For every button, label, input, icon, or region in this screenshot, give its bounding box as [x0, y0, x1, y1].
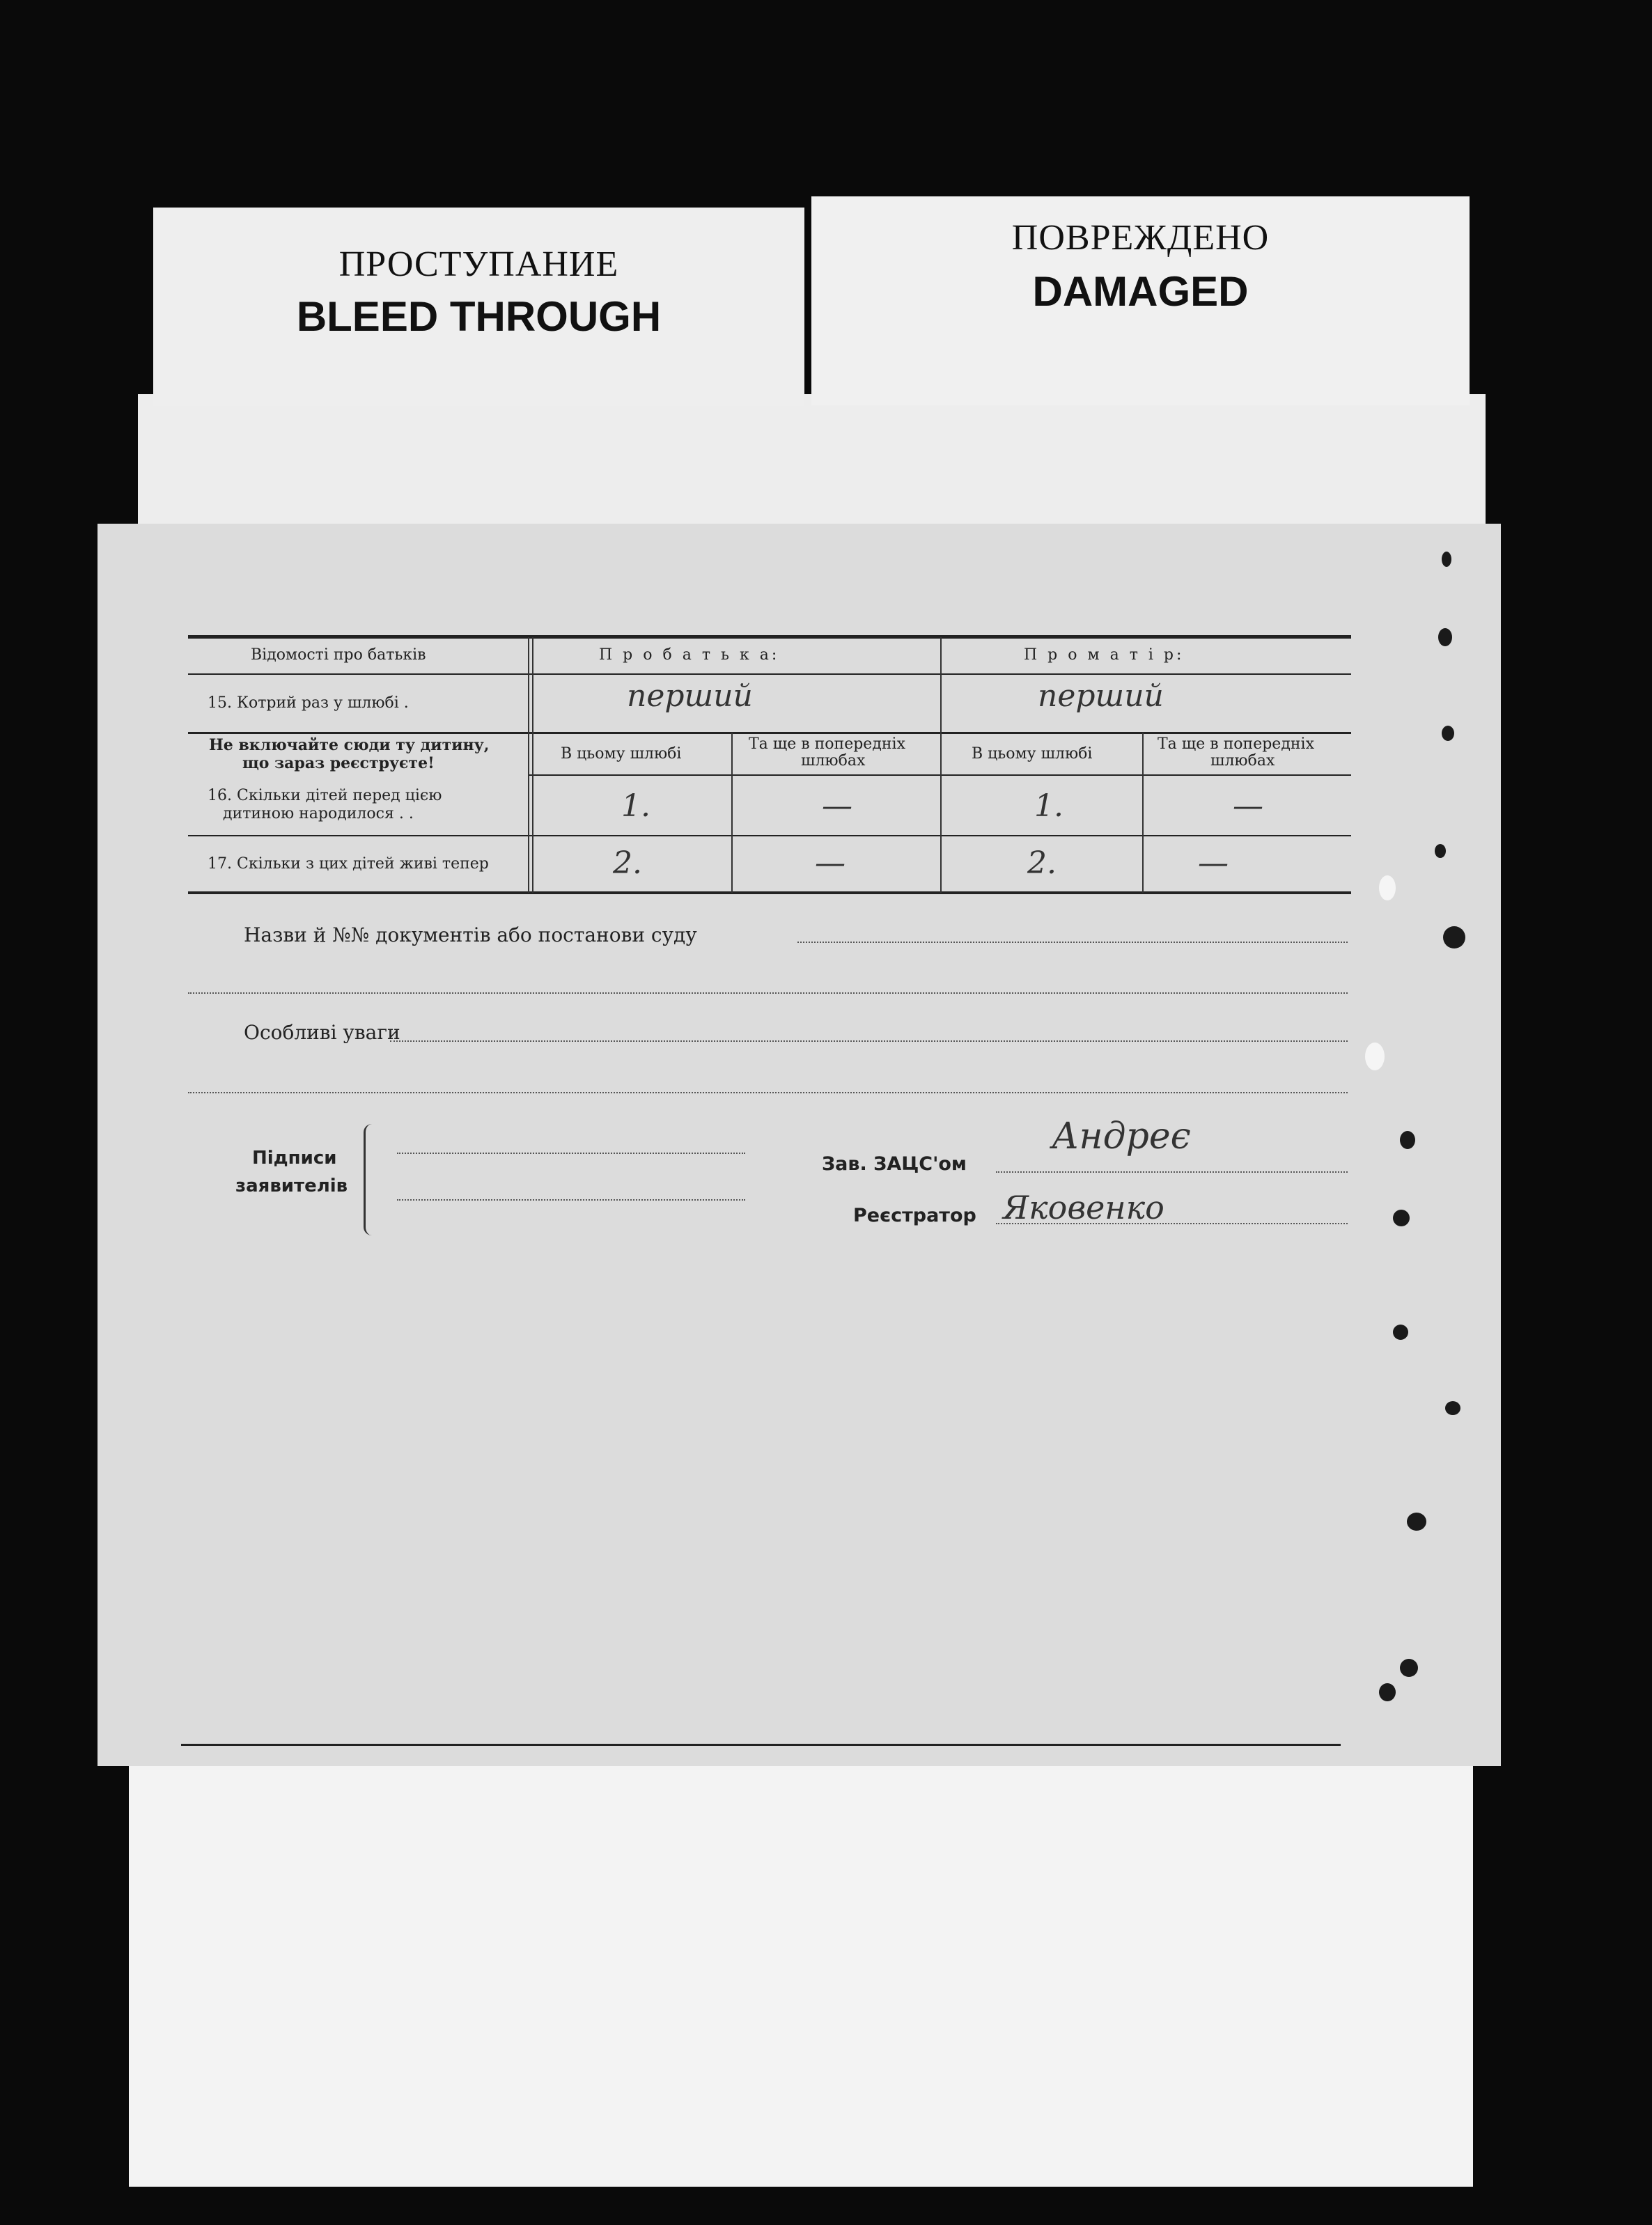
row17-label: 17. Скільки з цих дітей живі тепер — [208, 855, 489, 873]
damaged-card — [811, 196, 1470, 405]
subheader-father-prev-line2: шлюбах — [801, 752, 866, 770]
row15-mother-value: перший — [1038, 678, 1164, 714]
notes-line-1 — [390, 1040, 1348, 1042]
signatures-label-line1: Підписи — [252, 1148, 337, 1169]
binding-hole — [1442, 726, 1454, 741]
row16-label-line2: дитиною народилося . . — [223, 805, 414, 822]
subheader-mother-this-marriage: В цьому шлюбі — [972, 745, 1093, 763]
table-col-divider-3 — [940, 637, 942, 893]
header-parents-info: Відомості про батьків — [251, 646, 426, 664]
binding-hole — [1445, 1401, 1460, 1415]
damaged-label-ru: ПОВРЕЖДЕНО — [1011, 218, 1270, 258]
damaged-label-en: DAMAGED — [1032, 268, 1249, 315]
row17-father-this-value: 2. — [613, 845, 642, 881]
registrar-signature: Яковенко — [1003, 1189, 1164, 1226]
row16-label-line1: 16. Скільки дітей перед цією — [208, 787, 442, 804]
table-bottom-rule — [188, 891, 1351, 894]
table-row16-rule — [188, 835, 1351, 836]
binding-hole — [1379, 1683, 1396, 1701]
table-col-divider-2 — [731, 733, 733, 893]
header-about-mother: П р о м а т і р: — [1024, 646, 1185, 664]
binding-hole — [1435, 844, 1446, 858]
subheader-warning-line1: Не включайте сюди ту дитину, — [209, 736, 490, 754]
applicant-signature-line-1 — [397, 1153, 745, 1154]
head-signature-line — [996, 1171, 1348, 1173]
bleed-through-label-ru: ПРОСТУПАНИЕ — [338, 244, 619, 284]
subheader-warning-line2: що зараз реєструєте! — [242, 754, 435, 772]
binding-hole — [1442, 552, 1451, 567]
head-signature: Андреє — [1052, 1116, 1191, 1157]
subheader-father-this-marriage: В цьому шлюбі — [561, 745, 682, 763]
row16-mother-this-value: 1. — [1034, 788, 1063, 824]
table-col-divider-4 — [1142, 733, 1144, 893]
binding-hole — [1365, 1043, 1385, 1070]
row15-father-value: перший — [627, 678, 753, 714]
table-col-divider-1 — [528, 637, 529, 893]
row17-mother-this-value: 2. — [1027, 845, 1057, 881]
binding-hole — [1407, 1513, 1426, 1531]
bleed-through-label-en: BLEED THROUGH — [296, 293, 662, 340]
subheader-mother-prev-line1: Та ще в попередніх — [1158, 735, 1314, 753]
row16-father-this-value: 1. — [621, 788, 650, 824]
row16-mother-prev-value: — — [1233, 788, 1263, 824]
form-bottom-rule — [181, 1744, 1341, 1746]
row16-father-prev-value: — — [822, 788, 852, 824]
row17-mother-prev-value: — — [1198, 845, 1229, 881]
binding-hole — [1393, 1325, 1408, 1340]
row17-father-prev-value: — — [815, 845, 846, 881]
signatures-brace — [364, 1124, 380, 1235]
middle-sheet — [138, 394, 1486, 533]
bleed-through-card — [153, 208, 804, 406]
documents-line-2 — [188, 992, 1348, 994]
row15-label: 15. Котрий раз у шлюбі . — [208, 694, 409, 712]
table-col-divider-1b — [532, 637, 533, 893]
header-about-father: П р о б а т ь к а: — [599, 646, 780, 664]
documents-label: Назви й №№ документів або постанови суду — [244, 923, 697, 946]
notes-label: Особливі уваги — [244, 1021, 400, 1044]
signatures-label-line2: заявителів — [235, 1176, 348, 1196]
back-sheet — [129, 1741, 1473, 2187]
subheader-father-prev-line1: Та ще в попередніх — [749, 735, 905, 753]
table-top-rule — [188, 635, 1351, 639]
binding-hole — [1379, 875, 1396, 900]
documents-line-1 — [797, 942, 1348, 943]
binding-hole — [1400, 1131, 1415, 1149]
applicant-signature-line-2 — [397, 1199, 745, 1201]
table-header-rule — [188, 673, 1351, 675]
binding-hole — [1443, 926, 1465, 948]
table-row15-rule — [188, 732, 1351, 734]
registrar-label: Реєстратор — [853, 1205, 976, 1226]
notes-line-2 — [188, 1092, 1348, 1093]
subheader-mother-prev-line2: шлюбах — [1210, 752, 1275, 770]
head-label: Зав. ЗАЦС'ом — [822, 1153, 967, 1175]
binding-hole — [1400, 1659, 1418, 1677]
registration-form — [98, 524, 1501, 1766]
binding-hole — [1393, 1210, 1410, 1226]
binding-hole — [1438, 628, 1452, 646]
